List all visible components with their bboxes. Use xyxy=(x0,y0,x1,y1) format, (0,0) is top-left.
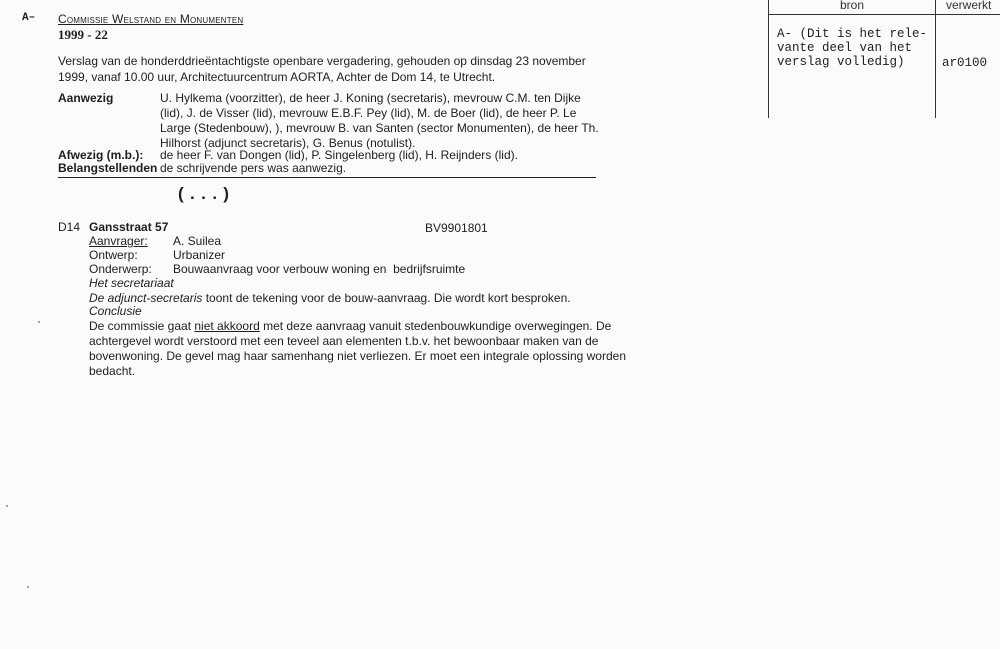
present-line: U. Hylkema (voorzitter), de heer J. Koning (secretaris), mevrouw C.M. ten Dijke xyxy=(160,91,581,105)
item-reference: BV9901801 xyxy=(425,221,488,235)
conclusion-post: met deze aanvraag vanuit stedenbouwkundige overwegingen. De xyxy=(259,319,612,333)
applicant-label xyxy=(89,234,148,249)
conclusion-line: achtergevel wordt verstoord met een teveel aan elementen t.b.v. het bewoonbaar maken van de xyxy=(89,334,599,348)
conclusion-pre: De commissie gaat xyxy=(89,319,195,333)
subject-label: Onderwerp: xyxy=(89,262,152,276)
sidebox-left-border xyxy=(768,0,769,118)
conclusion-label: Conclusie xyxy=(89,304,142,318)
conclusion-paragraph xyxy=(89,319,626,379)
present-label: Aanwezig xyxy=(58,91,114,105)
sidebox-note xyxy=(777,27,927,69)
report-number: 1999 - 22 xyxy=(58,27,108,42)
secretariat-paragraph xyxy=(89,291,571,306)
secretariat-actor: De adjunct-secretaris xyxy=(89,291,203,305)
applicant-label-text: Aanvrager: xyxy=(89,234,148,248)
header-rule xyxy=(58,177,596,178)
intro-paragraph xyxy=(58,53,586,85)
scan-speck xyxy=(27,586,29,588)
sidebox-note-line: verslag volledig) xyxy=(777,55,905,69)
secretariat-label: Het secretariaat xyxy=(89,276,174,290)
interested-text: de schrijvende pers was aanwezig. xyxy=(160,161,347,175)
design-label: Ontwerp: xyxy=(89,248,138,262)
subject-value: Bouwaanvraag voor verbouw woning en bedrijfsruimte xyxy=(173,262,466,276)
conclusion-line: bovenwoning. De gevel mag haar samenhang niet verliezen. Er moet een integrale oplossing worden xyxy=(89,349,626,363)
present-line: Hilhorst (adjunct secretaris), G. Benus (notulist). xyxy=(160,136,416,150)
conclusion-line xyxy=(89,319,626,334)
omission-mark: (...) xyxy=(176,186,233,205)
sidebox-col-bron: bron xyxy=(840,0,865,12)
secretariat-text: toont de tekening voor de bouw-aanvraag. Die wordt kort besproken. xyxy=(202,291,571,305)
item-code: D14 xyxy=(58,220,81,234)
conclusion-emphasis: niet akkoord xyxy=(194,319,260,333)
org-title xyxy=(58,12,243,26)
present-line: Large (Stedenbouw), ), mevrouw B. van Santen (sector Monumenten), de heer Th. xyxy=(160,121,599,135)
design-value: Urbanizer xyxy=(173,248,226,262)
present-list xyxy=(160,91,599,151)
interested-label: Belangstellenden xyxy=(58,161,158,175)
sidebox-header-rule xyxy=(768,14,1000,15)
item-title: Gansstraat 57 xyxy=(89,220,169,234)
sidebox-code: ar0100 xyxy=(942,56,988,70)
absent-text: de heer F. van Dongen (lid), P. Singelenberg (lid), H. Reijnders (lid). xyxy=(160,148,518,162)
conclusion-line: bedacht. xyxy=(89,364,136,378)
org-title-text: Commissie Welstand en Monumenten xyxy=(58,12,244,26)
margin-marker: A– xyxy=(22,12,36,24)
intro-line: 1999, vanaf 10.00 uur, Architectuurcentrum AORTA, Achter de Dom 14, te Utrecht. xyxy=(58,70,496,84)
sidebox-divider xyxy=(935,0,936,118)
intro-line: Verslag van de honderddrieëntachtigste openbare vergadering, gehouden op dinsdag 23 november xyxy=(58,54,586,68)
absent-label: Afwezig (m.b.): xyxy=(58,148,144,162)
present-line: (lid), J. de Visser (lid), mevrouw E.B.F. Pey (lid), M. de Boer (lid), de heer P. Le xyxy=(160,106,577,120)
sidebox-note-line: A- (Dit is het rele- xyxy=(777,27,928,41)
applicant-value: A. Suilea xyxy=(173,234,222,248)
scan-speck xyxy=(6,505,8,507)
sidebox-note-line: vante deel van het xyxy=(777,41,913,55)
sidebox-col-verwerkt: verwerkt xyxy=(946,0,992,12)
scan-speck xyxy=(38,321,40,323)
